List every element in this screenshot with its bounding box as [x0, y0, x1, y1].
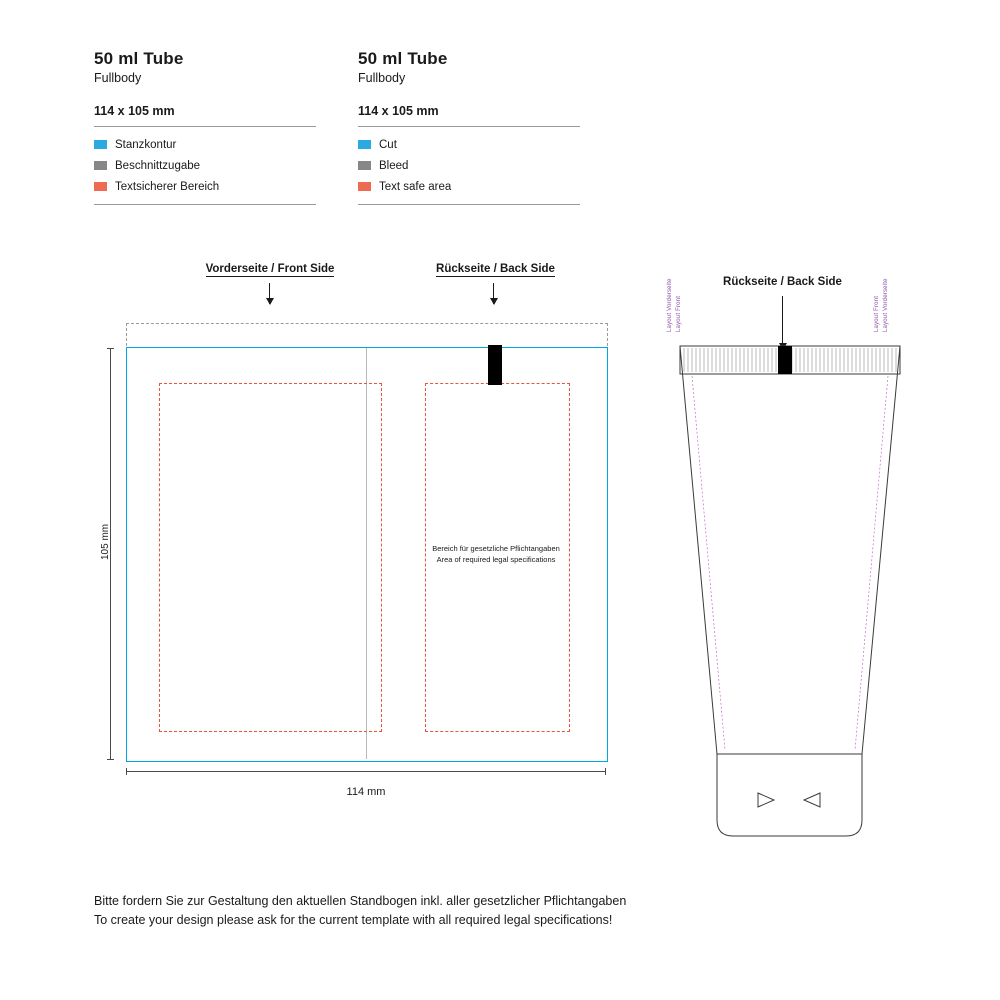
tube-shape-svg [640, 280, 980, 860]
cap-arrow-left-icon [804, 793, 820, 807]
legend-dimensions-en: 114 x 105 mm [358, 104, 580, 127]
text-safe-area-front [159, 383, 382, 732]
caption-tube-back-side-label: Rückseite / Back Side [723, 276, 842, 288]
legend-label-cut-en: Cut [379, 138, 397, 151]
legal-area-text-de: Bereich für gesetzliche Pflichtangaben [432, 544, 560, 553]
legend-title-de: 50 ml Tube [94, 49, 184, 68]
legal-area-text-en: Area of required legal specifications [436, 555, 556, 564]
legend-subtitle-de: Fullbody [94, 71, 142, 85]
registration-mark [488, 345, 502, 385]
tube-body-outline [680, 346, 900, 754]
dimension-line-width [126, 771, 606, 772]
footer-note-de: Bitte fordern Sie zur Gestaltung den aktuellen Standbogen inkl. aller gesetzlicher Pflichtangaben [94, 894, 627, 908]
legend-label-textsafe-de: Textsicherer Bereich [115, 180, 220, 193]
footer-note-en: To create your design please ask for the current template with all required legal specifications! [94, 913, 613, 927]
tube-side-label-left-de: Layout Vorderseite [667, 278, 673, 332]
dimension-label-width: 114 mm [346, 786, 386, 798]
caption-back-side-label: Rückseite / Back Side [436, 263, 555, 275]
dimension-label-height: 105 mm [100, 523, 111, 560]
tube-side-label-left-en: Layout Front [676, 295, 682, 332]
legend-label-cut-de: Stanzkontur [115, 138, 177, 151]
dimension-tick-height-bottom [107, 759, 114, 760]
legend-dimensions-de: 114 x 105 mm [94, 104, 316, 127]
dimension-tick-width-right [605, 768, 606, 775]
dimension-tick-width-left [126, 768, 127, 775]
tube-side-label-right-de: Layout Vorderseite [883, 278, 889, 332]
legend-label-textsafe-en: Text safe area [379, 180, 452, 193]
dimension-tick-height-top [107, 348, 114, 349]
caption-front-side-label: Vorderseite / Front Side [205, 263, 335, 275]
tube-guide-left [692, 376, 725, 750]
legend-label-bleed-en: Bleed [379, 159, 409, 172]
legal-area-text [396, 543, 596, 565]
tube-guide-right [855, 376, 888, 750]
tube-cap-outline [717, 754, 862, 836]
tube-side-label-right-en: Layout Front [874, 295, 880, 332]
legend-title-en: 50 ml Tube [358, 49, 448, 68]
legend-subtitle-en: Fullbody [358, 71, 406, 85]
legend-label-bleed-de: Beschnittzugabe [115, 159, 201, 172]
tube-registration-mark [778, 346, 792, 374]
cap-arrow-right-icon [758, 793, 774, 807]
tube-illustration [640, 280, 980, 860]
footer-note [94, 892, 626, 930]
